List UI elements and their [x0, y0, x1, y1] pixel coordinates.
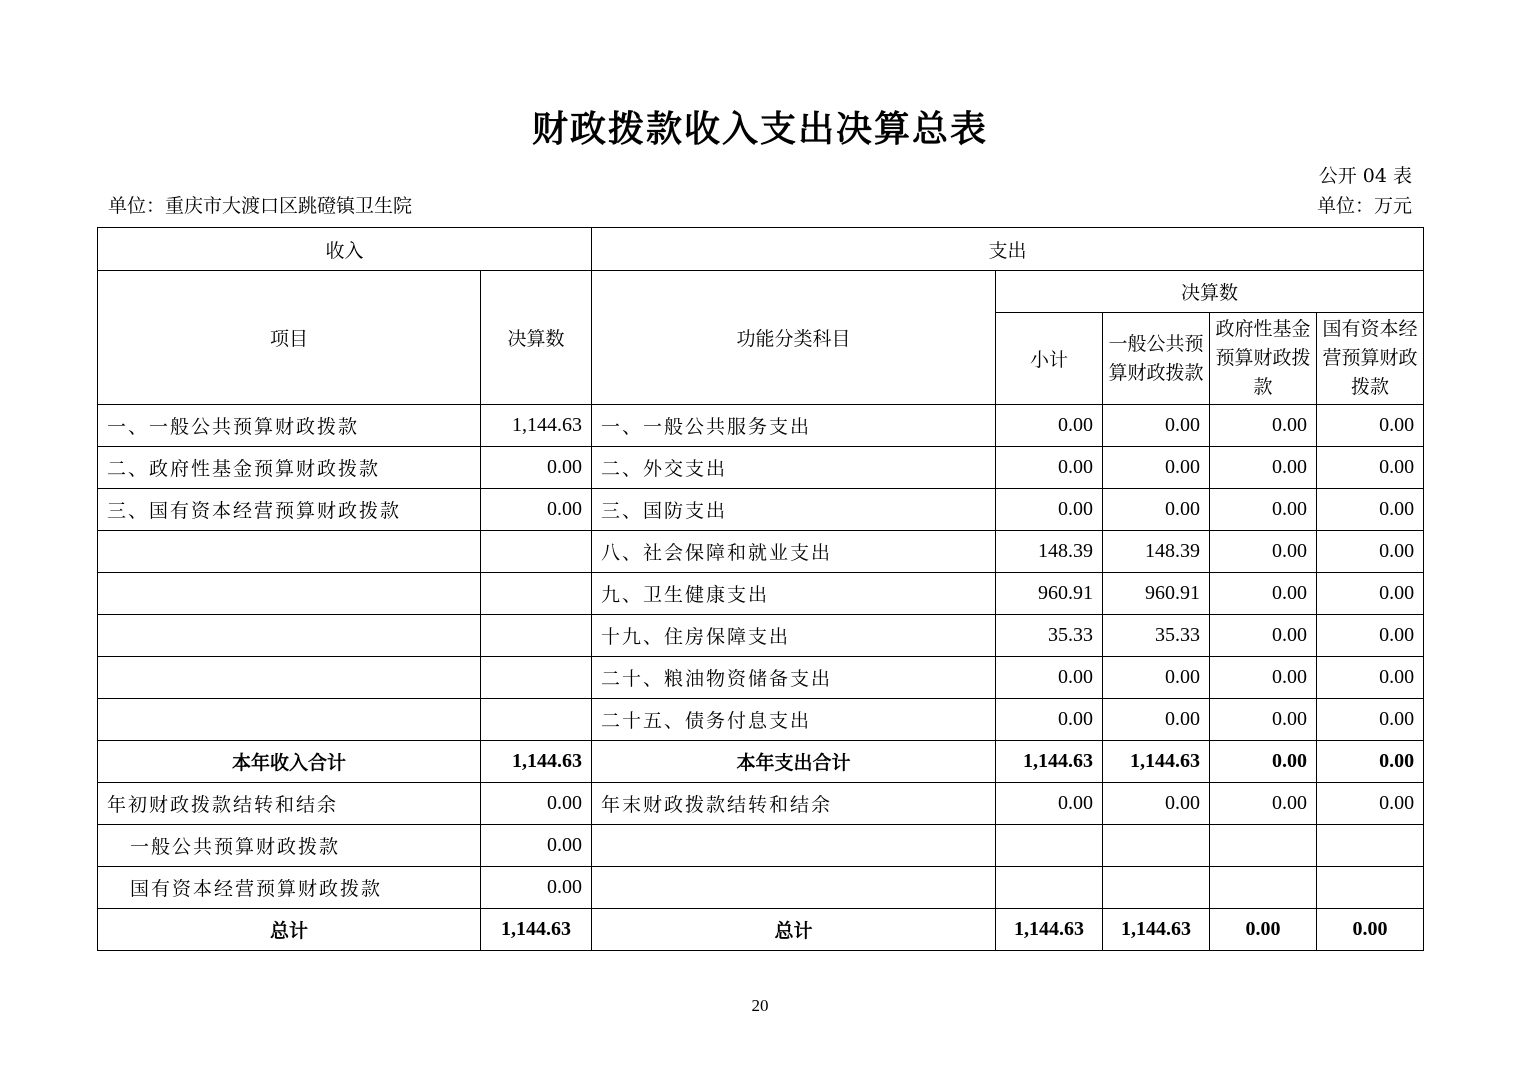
income-amount-cell: 0.00 — [481, 447, 592, 489]
income-amount-header: 决算数 — [481, 271, 592, 405]
function-category-cell: 十九、住房保障支出 — [592, 615, 996, 657]
header-row-1 — [98, 228, 1424, 271]
income-amount-cell: 1,144.63 — [481, 405, 592, 447]
function-category-cell: 二、外交支出 — [592, 447, 996, 489]
income-amount-cell — [481, 657, 592, 699]
table-row — [98, 699, 1424, 741]
state-capital-cell: 0.00 — [1317, 615, 1424, 657]
empty-cell — [1210, 825, 1317, 867]
function-category-cell: 三、国防支出 — [592, 489, 996, 531]
state-capital-cell: 0.00 — [1317, 573, 1424, 615]
expense-header: 支出 — [592, 228, 1424, 271]
year-total-row — [98, 741, 1424, 783]
income-amount-cell: 0.00 — [481, 489, 592, 531]
empty-cell — [592, 867, 996, 909]
general-budget-cell: 0.00 — [1103, 783, 1210, 825]
table-row — [98, 531, 1424, 573]
table-row — [98, 489, 1424, 531]
settlement-table — [97, 227, 1424, 951]
state-capital-cell: 0.00 — [1317, 783, 1424, 825]
state-capital-cell: 0.00 — [1317, 741, 1424, 783]
empty-cell — [1103, 825, 1210, 867]
table-row — [98, 573, 1424, 615]
table-row — [98, 405, 1424, 447]
subtotal-header: 小计 — [996, 313, 1103, 405]
income-amount-cell — [481, 615, 592, 657]
organization-unit: 单位：重庆市大渡口区跳磴镇卫生院 — [108, 195, 413, 217]
function-category-cell: 八、社会保障和就业支出 — [592, 531, 996, 573]
table-row — [98, 615, 1424, 657]
gov-fund-header: 政府性基金预算财政拨款 — [1210, 313, 1317, 405]
income-item-cell — [98, 657, 481, 699]
gov-fund-cell: 0.00 — [1210, 741, 1317, 783]
gov-fund-cell: 0.00 — [1210, 573, 1317, 615]
carry-sub-amount-cell: 0.00 — [481, 867, 592, 909]
subtotal-cell: 1,144.63 — [996, 909, 1103, 951]
function-category-cell: 本年支出合计 — [592, 741, 996, 783]
state-capital-cell: 0.00 — [1317, 405, 1424, 447]
function-category-cell: 一、一般公共服务支出 — [592, 405, 996, 447]
gov-fund-cell: 0.00 — [1210, 699, 1317, 741]
general-budget-cell: 0.00 — [1103, 699, 1210, 741]
gov-fund-cell: 0.00 — [1210, 783, 1317, 825]
income-amount-cell: 1,144.63 — [481, 741, 592, 783]
general-budget-cell: 0.00 — [1103, 489, 1210, 531]
empty-cell — [1103, 867, 1210, 909]
gov-fund-cell: 0.00 — [1210, 909, 1317, 951]
income-item-cell: 本年收入合计 — [98, 741, 481, 783]
empty-cell — [996, 825, 1103, 867]
function-category-cell: 九、卫生健康支出 — [592, 573, 996, 615]
function-category-cell: 年末财政拨款结转和结余 — [592, 783, 996, 825]
function-category-cell: 二十五、债务付息支出 — [592, 699, 996, 741]
state-capital-cell: 0.00 — [1317, 489, 1424, 531]
header-row-2 — [98, 271, 1424, 313]
carry-sub-row — [98, 825, 1424, 867]
grand-total-row — [98, 909, 1424, 951]
page-title: 财政拨款收入支出决算总表 — [531, 109, 988, 150]
income-amount-cell — [481, 573, 592, 615]
subtotal-cell: 0.00 — [996, 657, 1103, 699]
carry-sub-item-cell: 一般公共预算财政拨款 — [98, 825, 481, 867]
income-item-cell — [98, 699, 481, 741]
empty-cell — [592, 825, 996, 867]
state-capital-header: 国有资本经营预算财政拨款 — [1317, 313, 1424, 405]
income-header: 收入 — [98, 228, 592, 271]
subtotal-cell: 0.00 — [996, 489, 1103, 531]
gov-fund-cell: 0.00 — [1210, 489, 1317, 531]
empty-cell — [996, 867, 1103, 909]
general-budget-cell: 1,144.63 — [1103, 741, 1210, 783]
gov-fund-cell: 0.00 — [1210, 405, 1317, 447]
state-capital-cell: 0.00 — [1317, 909, 1424, 951]
gov-fund-cell: 0.00 — [1210, 531, 1317, 573]
income-amount-cell — [481, 699, 592, 741]
function-category-cell: 总计 — [592, 909, 996, 951]
subtotal-cell: 1,144.63 — [996, 741, 1103, 783]
function-category-header: 功能分类科目 — [592, 271, 996, 405]
subtotal-cell: 960.91 — [996, 573, 1103, 615]
state-capital-cell: 0.00 — [1317, 657, 1424, 699]
carry-sub-row — [98, 867, 1424, 909]
subtotal-cell: 0.00 — [996, 783, 1103, 825]
income-item-cell: 年初财政拨款结转和结余 — [98, 783, 481, 825]
table-row — [98, 657, 1424, 699]
empty-cell — [1317, 825, 1424, 867]
income-item-cell: 总计 — [98, 909, 481, 951]
subtotal-cell: 148.39 — [996, 531, 1103, 573]
general-budget-cell: 1,144.63 — [1103, 909, 1210, 951]
general-budget-cell: 148.39 — [1103, 531, 1210, 573]
general-budget-cell: 0.00 — [1103, 405, 1210, 447]
income-item-cell: 三、国有资本经营预算财政拨款 — [98, 489, 481, 531]
state-capital-cell: 0.00 — [1317, 699, 1424, 741]
carry-over-row — [98, 783, 1424, 825]
empty-cell — [1317, 867, 1424, 909]
carry-sub-amount-cell: 0.00 — [481, 825, 592, 867]
income-amount-cell — [481, 531, 592, 573]
empty-cell — [1210, 867, 1317, 909]
function-category-cell: 二十、粮油物资储备支出 — [592, 657, 996, 699]
general-budget-cell: 0.00 — [1103, 447, 1210, 489]
carry-sub-item-cell: 国有资本经营预算财政拨款 — [98, 867, 481, 909]
income-amount-cell: 1,144.63 — [481, 909, 592, 951]
subtotal-cell: 0.00 — [996, 405, 1103, 447]
income-item-cell — [98, 573, 481, 615]
item-header: 项目 — [98, 271, 481, 405]
gov-fund-cell: 0.00 — [1210, 657, 1317, 699]
income-item-cell — [98, 615, 481, 657]
subtotal-cell: 0.00 — [996, 699, 1103, 741]
income-item-cell: 二、政府性基金预算财政拨款 — [98, 447, 481, 489]
general-budget-cell: 0.00 — [1103, 657, 1210, 699]
table-row — [98, 447, 1424, 489]
income-item-cell — [98, 531, 481, 573]
currency-unit: 单位：万元 — [1316, 195, 1412, 217]
gov-fund-cell: 0.00 — [1210, 447, 1317, 489]
general-budget-cell: 35.33 — [1103, 615, 1210, 657]
general-budget-cell: 960.91 — [1103, 573, 1210, 615]
subtotal-cell: 0.00 — [996, 447, 1103, 489]
gov-fund-cell: 0.00 — [1210, 615, 1317, 657]
income-amount-cell: 0.00 — [481, 783, 592, 825]
subtotal-cell: 35.33 — [996, 615, 1103, 657]
form-number: 公开 04 表 — [1318, 165, 1412, 187]
general-budget-header: 一般公共预算财政拨款 — [1103, 313, 1210, 405]
state-capital-cell: 0.00 — [1317, 447, 1424, 489]
page-number: 20 — [751, 996, 769, 1015]
settlement-amount-header: 决算数 — [996, 271, 1424, 313]
income-item-cell: 一、一般公共预算财政拨款 — [98, 405, 481, 447]
state-capital-cell: 0.00 — [1317, 531, 1424, 573]
